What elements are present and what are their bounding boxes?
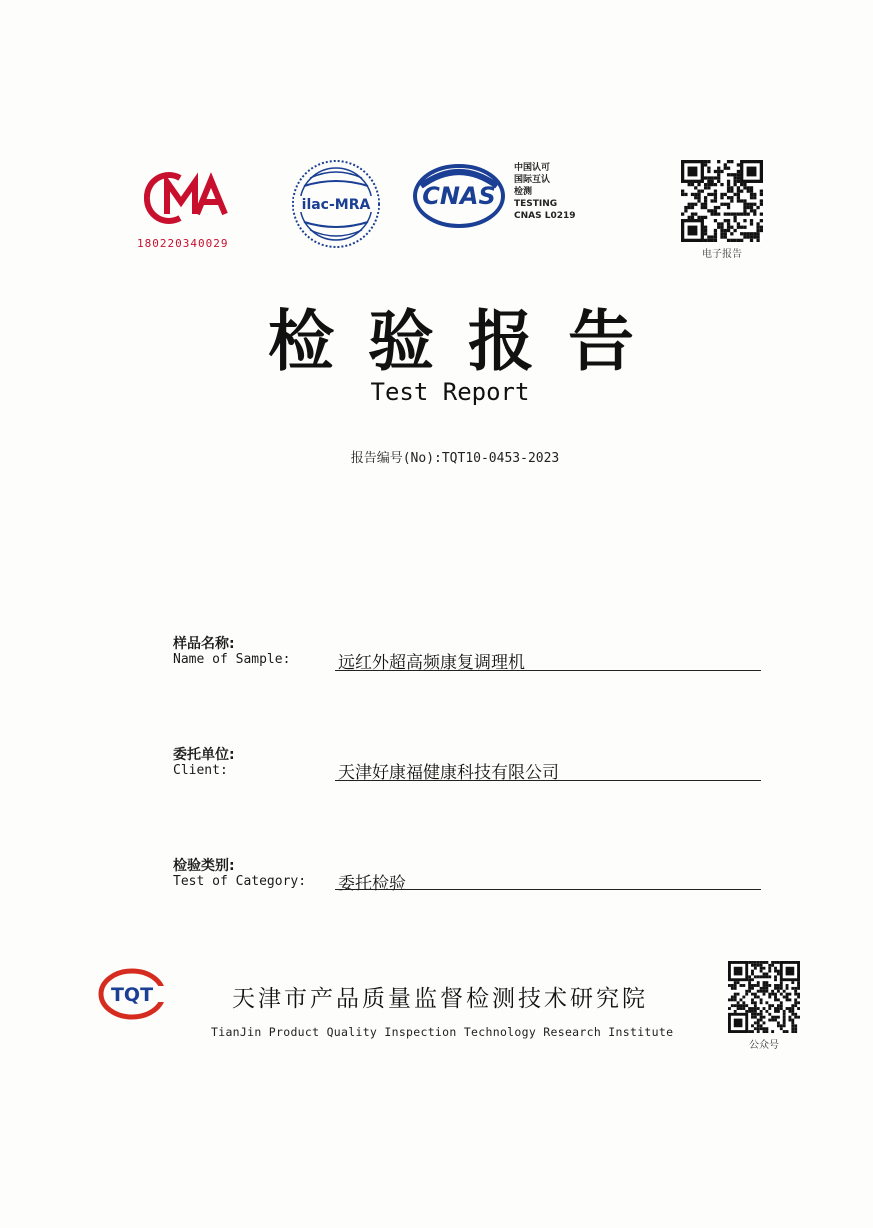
- field-value: 委托检验: [338, 874, 406, 894]
- ilac-mra-globe-icon: [290, 158, 382, 250]
- field-label-cn: 委托单位:: [173, 747, 235, 763]
- cnas-line: 国际互认: [514, 175, 551, 185]
- page-title: 检验报告: [268, 303, 668, 380]
- cma-number: 180220340029: [137, 237, 229, 250]
- field-label-cn: 检验类别:: [173, 858, 235, 874]
- field-underline: [335, 670, 761, 671]
- report-number: 报告编号(No):TQT10-0453-2023: [350, 451, 560, 466]
- field-test-category: [173, 855, 763, 899]
- field-underline: [335, 889, 761, 890]
- field-client: [173, 744, 763, 788]
- svg-text:ilac-MRA: ilac-MRA: [301, 197, 371, 213]
- institute-name-cn: 天津市产品质量监督检测技术研究院: [232, 986, 648, 1012]
- cnas-line: TESTING: [514, 199, 558, 209]
- field-value: 天津好康福健康科技有限公司: [338, 763, 559, 783]
- cma-mark-icon: [135, 168, 235, 228]
- field-value: 远红外超高频康复调理机: [338, 653, 525, 673]
- tqt-mark-icon: [98, 968, 166, 1020]
- qr-code-icon: [728, 961, 800, 1033]
- cnas-line: 中国认可: [514, 163, 551, 173]
- cnas-line: CNAS L0219: [514, 211, 576, 221]
- field-label-en: Test of Category:: [173, 874, 307, 889]
- cnas-line: 检测: [514, 187, 533, 197]
- cnas-oval-icon: [413, 164, 505, 228]
- field-label-en: Name of Sample:: [173, 652, 291, 667]
- page-subtitle: Test Report: [370, 378, 530, 406]
- institute-name-en: TianJin Product Quality Inspection Technology Research Institute: [211, 1025, 674, 1039]
- qr-code-icon: [681, 160, 763, 242]
- wechat-caption: 公众号: [749, 1040, 779, 1051]
- field-sample-name: [173, 633, 763, 677]
- electronic-report-caption: 电子报告: [702, 249, 742, 260]
- ilac-mra-logo: [290, 158, 382, 250]
- wechat-qr-code[interactable]: [728, 961, 800, 1033]
- cnas-logo: [413, 164, 505, 228]
- electronic-report-qr-code[interactable]: [681, 160, 763, 242]
- field-label-en: Client:: [173, 763, 228, 778]
- field-label-cn: 样品名称:: [173, 636, 235, 652]
- svg-text:CNAS: CNAS: [422, 182, 496, 210]
- svg-text:TQT: TQT: [110, 984, 154, 1006]
- cnas-accreditation-text: [514, 162, 576, 222]
- tqt-logo: [98, 968, 166, 1020]
- field-underline: [335, 780, 761, 781]
- cma-logo: [135, 168, 235, 228]
